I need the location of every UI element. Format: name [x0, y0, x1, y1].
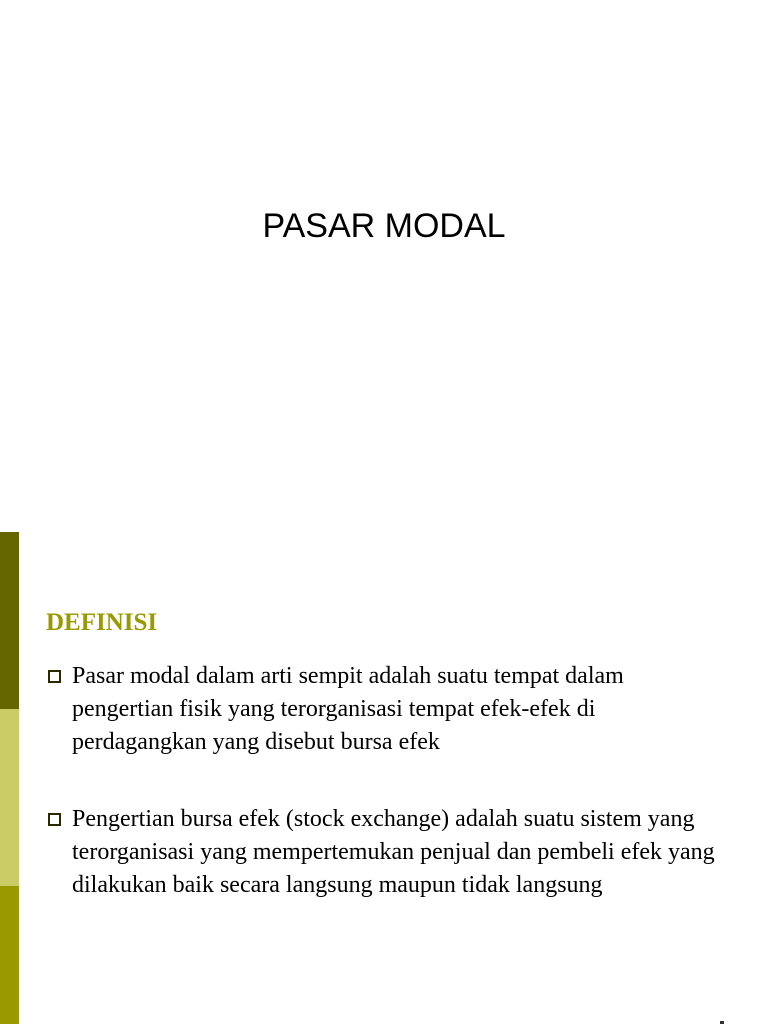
bullet-text: Pengertian bursa efek (stock exchange) adalah suatu sistem yang terorganisasi yang mempertemukan penjual dan pembeli efek yang dilakukan baik secara langsung maupun tidak langsung — [72, 806, 715, 898]
accent-strip-top — [0, 532, 19, 709]
bullet-item — [46, 660, 726, 759]
square-bullet-icon — [48, 670, 61, 683]
accent-strip-middle — [0, 709, 19, 886]
accent-strip-bottom — [0, 886, 19, 1024]
bullet-text: Pasar modal dalam arti sempit adalah suatu tempat dalam pengertian fisik yang terorganisasi tempat efek-efek di perdagangkan yang disebut bursa efek — [72, 663, 624, 755]
square-bullet-icon — [48, 813, 61, 826]
slide-heading: DEFINISI — [46, 609, 158, 636]
definition-slide — [0, 532, 768, 1024]
slide-title: PASAR MODAL — [262, 207, 506, 245]
bullet-item — [46, 803, 726, 902]
